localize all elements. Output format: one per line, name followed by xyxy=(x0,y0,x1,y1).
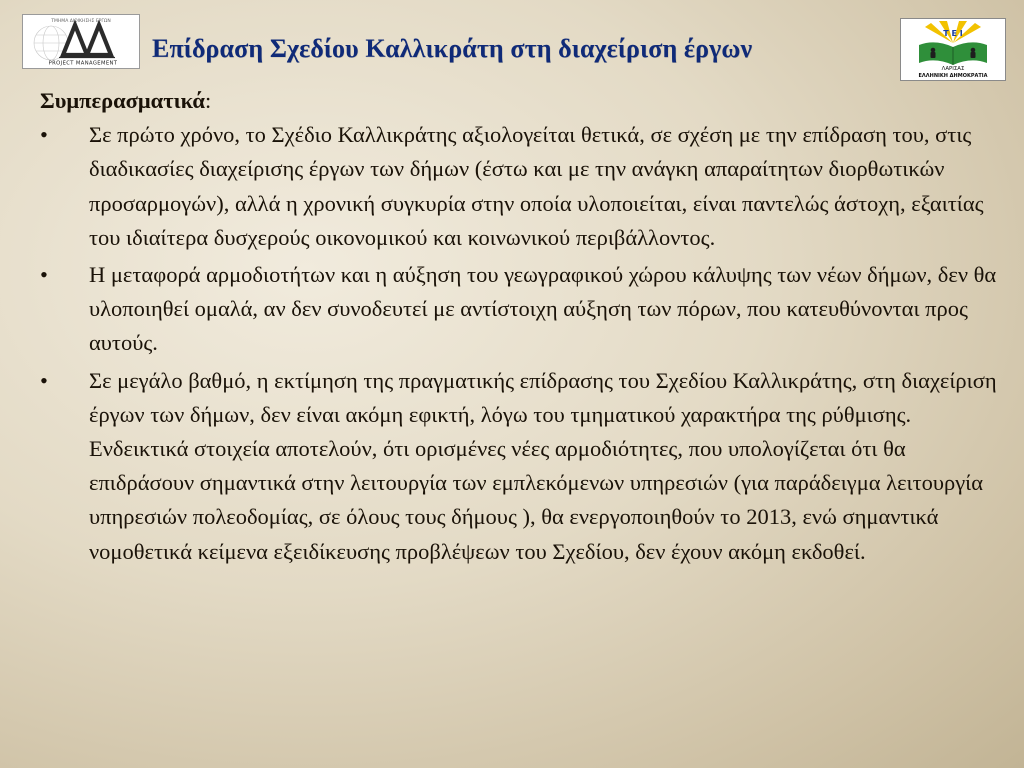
section-heading xyxy=(40,84,998,118)
section-heading-text: Συμπερασματικά xyxy=(40,88,205,113)
bullet-icon: • xyxy=(40,122,48,148)
logo-bottom-caption: PROJECT MANAGEMENT xyxy=(48,60,118,67)
page-title: Επίδραση Σχεδίου Καλλικράτη στη διαχείριση έργων xyxy=(152,34,753,63)
bullet-icon: • xyxy=(40,262,48,288)
list-item-text: Σε μεγάλο βαθμό, η εκτίμηση της πραγματικής επίδρασης του Σχεδίου Καλλικράτης, στη διαχείριση έργων των δήμων, δεν είναι ακόμη εφικτή, λόγω του τμηματικού χαρακτήρα της ρύθμισης. Ενδεικτικά στοιχεία αποτελούν, ότι ορισμένες νέες αρμοδιότητες, που υπολογίζεται ότι θα επιδράσουν σημαντικά στην λειτουργία των εμπλεκόμενων υπηρεσιών (για παράδειγμα λειτουργία υπηρεσιών πολεοδομίας, σε όλους τους δήμους ), θα ενεργοποιηθούν το 2013, ενώ σημαντικά νομοθετικά κείμενα εξειδίκευσης προβλέψεων του Σχεδίου, δεν έχουν ακόμη εκδοθεί. xyxy=(89,367,997,564)
project-management-logo xyxy=(22,14,140,69)
conclusion-list xyxy=(40,118,998,569)
list-item xyxy=(40,364,998,569)
slide-content xyxy=(40,84,998,572)
section-heading-colon: : xyxy=(204,88,212,113)
bullet-icon: • xyxy=(40,367,48,393)
tei-larisas-logo xyxy=(900,18,1006,81)
logo-tei-text: Τ Ε Ι xyxy=(943,29,963,38)
logo-country-text: ΕΛΛΗΝΙΚΗ ΔΗΜΟΚΡΑΤΙΑ xyxy=(918,73,988,79)
list-item xyxy=(40,118,998,255)
logo-city-text: ΛΑΡΙΣΑΣ xyxy=(941,66,965,72)
list-item-text: Σε πρώτο χρόνο, το Σχέδιο Καλλικράτης αξιολογείται θετικά, σε σχέση με την επίδραση του, στις διαδικασίες διαχείρισης έργων των δήμων (έστω και με την ανάγκη απαραίτητων διορθωτικών προσαρμογών), αλλά η χρονική συγκυρία στην οποία υλοποιείται, είναι παντελώς άστοχη, εξαιτίας του ιδιαίτερα δυσχερούς οικονομικού και κοινωνικού περιβάλλοντος. xyxy=(89,122,984,250)
list-item xyxy=(40,258,998,361)
logo-top-caption: ΤΜΗΜΑ ΔΙΟΙΚΗΣΗΣ ΕΡΓΩΝ xyxy=(51,19,111,24)
list-item-text: Η μεταφορά αρμοδιοτήτων και η αύξηση του γεωγραφικού χώρου κάλυψης των νέων δήμων, δεν θα υλοποιηθεί ομαλά, αν δεν συνοδευτεί με αντίστοιχη αύξηση των πόρων, που κατευθύνονται προς αυτούς. xyxy=(89,262,997,356)
